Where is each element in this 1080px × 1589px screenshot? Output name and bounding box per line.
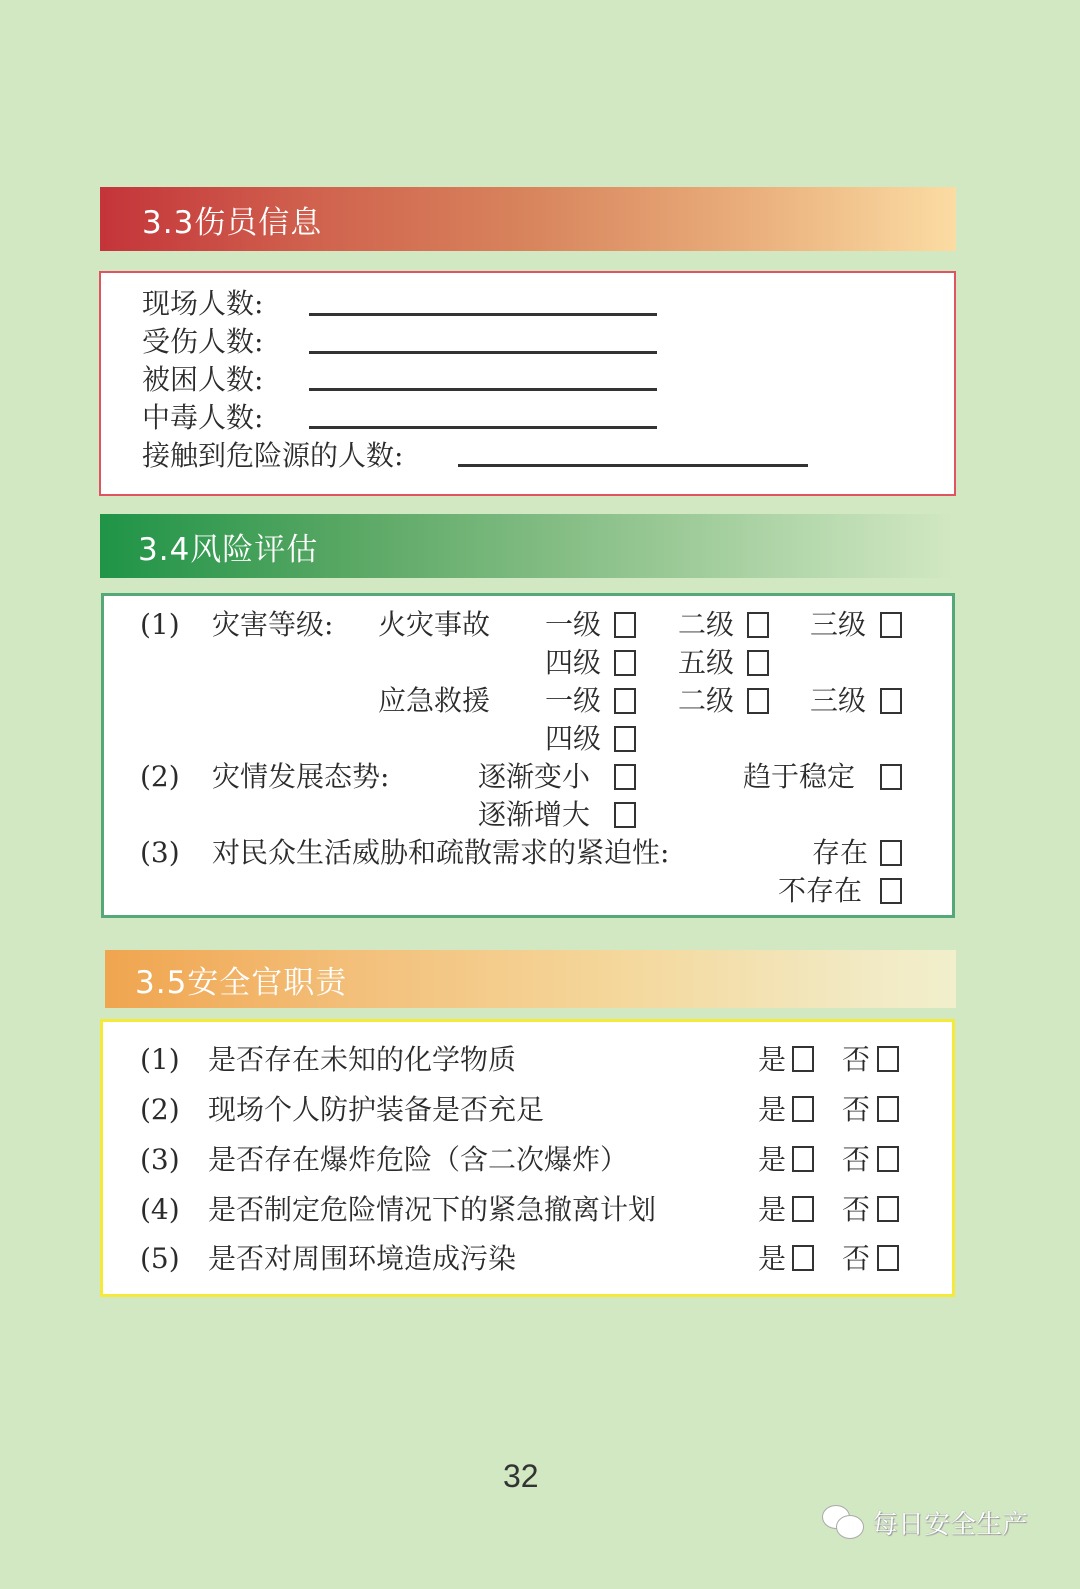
field-input-onsite[interactable]: [309, 313, 657, 316]
q1-number: (1): [140, 608, 180, 641]
field-label-onsite: 现场人数:: [142, 287, 264, 320]
urgency-exists-checkbox[interactable]: [880, 840, 902, 866]
section-3-5-title: 3.5安全官职责: [135, 964, 348, 1001]
field-input-injured[interactable]: [309, 351, 657, 354]
watermark-text: 每日安全生产: [872, 1510, 1029, 1540]
item-5-no-label: 否: [842, 1242, 871, 1275]
q2-label: 灾情发展态势:: [212, 760, 390, 793]
item-3-text: 是否存在爆炸危险（含二次爆炸）: [208, 1143, 629, 1176]
fire-level-2-label: 二级: [678, 608, 735, 641]
fire-level-3-checkbox[interactable]: [880, 612, 902, 638]
watermark: [822, 1504, 1028, 1541]
section-3-3-title: 3.3伤员信息: [142, 204, 323, 241]
field-label-injured: 受伤人数:: [142, 325, 264, 358]
field-input-poisoned[interactable]: [309, 426, 657, 429]
fire-level-5-label: 五级: [678, 646, 735, 679]
page-number: 32: [503, 1458, 539, 1494]
rescue-level-2-checkbox[interactable]: [747, 688, 769, 714]
fire-level-4-label: 四级: [545, 646, 602, 679]
trend-stable-label: 趋于稳定: [743, 760, 856, 793]
item-2-yes-label: 是: [758, 1093, 787, 1126]
field-label-trapped: 被困人数:: [142, 363, 264, 396]
item-2-no-checkbox[interactable]: [877, 1096, 899, 1122]
wechat-icon: [822, 1505, 866, 1541]
fire-level-1-checkbox[interactable]: [614, 612, 636, 638]
item-5-yes-checkbox[interactable]: [792, 1245, 814, 1271]
item-4-number: (4): [140, 1193, 180, 1226]
rescue-level-3-checkbox[interactable]: [880, 688, 902, 714]
item-3-no-checkbox[interactable]: [877, 1146, 899, 1172]
fire-level-2-checkbox[interactable]: [747, 612, 769, 638]
item-5-text: 是否对周围环境造成污染: [208, 1242, 517, 1275]
q2-number: (2): [140, 760, 180, 793]
field-label-exposed: 接触到危险源的人数:: [142, 439, 404, 472]
field-input-exposed[interactable]: [458, 464, 808, 467]
item-2-text: 现场个人防护装备是否充足: [208, 1093, 545, 1126]
rescue-level-2-label: 二级: [678, 684, 735, 717]
trend-increasing-label: 逐渐增大: [478, 798, 591, 831]
rescue-level-4-label: 四级: [545, 722, 602, 755]
rescue-level-4-checkbox[interactable]: [614, 726, 636, 752]
item-2-yes-checkbox[interactable]: [792, 1096, 814, 1122]
trend-increasing-checkbox[interactable]: [614, 802, 636, 828]
item-4-yes-label: 是: [758, 1193, 787, 1226]
q3-label: 对民众生活威胁和疏散需求的紧迫性:: [212, 836, 670, 869]
urgency-none-label: 不存在: [778, 874, 863, 907]
fire-accident-label: 火灾事故: [378, 608, 491, 641]
item-3-yes-checkbox[interactable]: [792, 1146, 814, 1172]
item-1-no-checkbox[interactable]: [877, 1046, 899, 1072]
field-label-poisoned: 中毒人数:: [142, 401, 264, 434]
fire-level-4-checkbox[interactable]: [614, 650, 636, 676]
q1-label: 灾害等级:: [212, 608, 334, 641]
item-2-no-label: 否: [842, 1093, 871, 1126]
item-5-yes-label: 是: [758, 1242, 787, 1275]
item-3-yes-label: 是: [758, 1143, 787, 1176]
item-2-number: (2): [140, 1093, 180, 1126]
item-1-yes-label: 是: [758, 1043, 787, 1076]
section-3-5-header: [105, 950, 956, 1008]
rescue-level-3-label: 三级: [810, 684, 867, 717]
q3-number: (3): [140, 836, 180, 869]
item-1-number: (1): [140, 1043, 180, 1076]
item-4-yes-checkbox[interactable]: [792, 1196, 814, 1222]
urgency-none-checkbox[interactable]: [880, 878, 902, 904]
fire-level-5-checkbox[interactable]: [747, 650, 769, 676]
item-4-no-checkbox[interactable]: [877, 1196, 899, 1222]
item-1-text: 是否存在未知的化学物质: [208, 1043, 517, 1076]
item-1-no-label: 否: [842, 1043, 871, 1076]
item-5-number: (5): [140, 1242, 180, 1275]
fire-level-1-label: 一级: [545, 608, 602, 641]
urgency-exists-label: 存在: [812, 836, 869, 869]
section-3-3-header: [100, 187, 956, 251]
rescue-level-1-label: 一级: [545, 684, 602, 717]
rescue-level-1-checkbox[interactable]: [614, 688, 636, 714]
emergency-rescue-label: 应急救援: [378, 684, 491, 717]
trend-decreasing-label: 逐渐变小: [478, 760, 591, 793]
item-5-no-checkbox[interactable]: [877, 1245, 899, 1271]
section-3-4-header: [100, 514, 956, 578]
item-3-no-label: 否: [842, 1143, 871, 1176]
item-4-no-label: 否: [842, 1193, 871, 1226]
item-3-number: (3): [140, 1143, 180, 1176]
fire-level-3-label: 三级: [810, 608, 867, 641]
item-4-text: 是否制定危险情况下的紧急撤离计划: [208, 1193, 657, 1226]
trend-decreasing-checkbox[interactable]: [614, 764, 636, 790]
item-1-yes-checkbox[interactable]: [792, 1046, 814, 1072]
trend-stable-checkbox[interactable]: [880, 764, 902, 790]
field-input-trapped[interactable]: [309, 388, 657, 391]
section-3-4-title: 3.4风险评估: [138, 531, 319, 568]
